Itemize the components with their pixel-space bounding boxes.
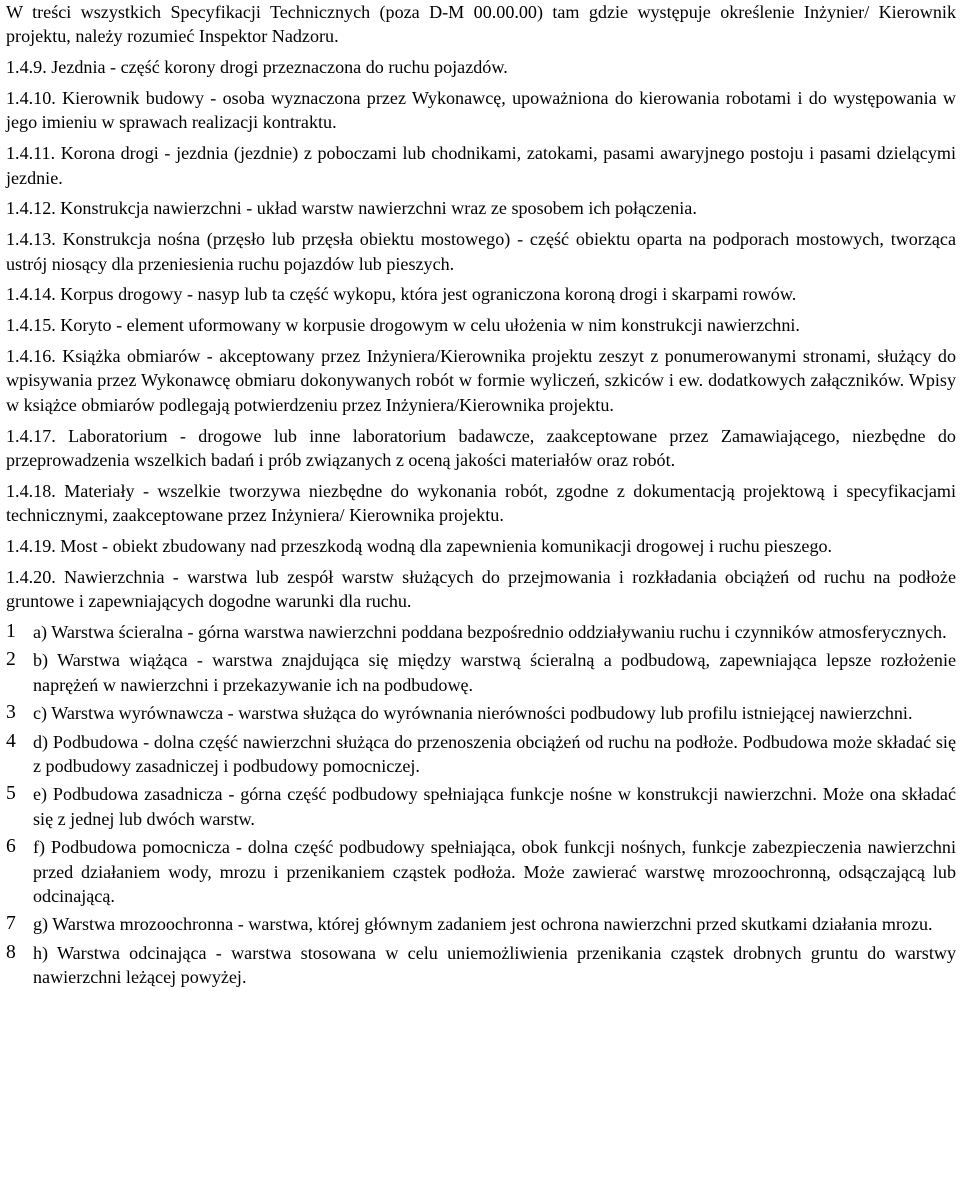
section-number: 1.4.11.: [6, 143, 56, 164]
document-page: [6, 0, 956, 994]
definition-1-4-17: [6, 424, 956, 473]
definition-1-4-10: [6, 86, 956, 135]
section-number: 1.4.12.: [6, 198, 56, 219]
list-item-text: g) Warstwa mrozoochronna - warstwa, której głównym zadaniem jest ochrona nawierzchni przed skutkami działania mrozu.: [33, 914, 933, 935]
list-item-text: f) Podbudowa pomocnicza - dolna część podbudowy spełniająca, obok funkcji nośnych, funkcje zabezpieczenia nawierzchni przed działaniem wody, mrozu i przenikaniem cząstek podłoża. Może zawierać warstwę mrozoochronną, odsączającą lub odcinającą.: [33, 837, 956, 907]
list-item: [6, 701, 956, 725]
definition-1-4-11: [6, 141, 956, 190]
section-number: 1.4.17.: [6, 425, 56, 446]
paragraph-text: Konstrukcja nośna (przęsło lub przęsła obiektu mostowego) - część obiektu oparta na podporach mostowych, tworząca ustrój niosący dla przeniesienia ruchu pojazdów lub pieszych.: [6, 229, 956, 274]
list-item-index: 4: [6, 730, 16, 752]
definition-1-4-18: [6, 479, 956, 528]
paragraph-text: Korpus drogowy - nasyp lub ta część wykopu, która jest ograniczona koroną drogi i skarpami rowów.: [60, 284, 797, 305]
paragraph-text: Nawierzchnia - warstwa lub zespół warstw służących do przejmowania i rozkładania obciążeń od ruchu na podłoże gruntowe i zapewniających dogodne warunki dla ruchu.: [6, 566, 956, 612]
section-number: 1.4.10.: [6, 88, 56, 108]
list-item-index: 6: [6, 836, 16, 858]
definition-1-4-16: [6, 344, 956, 417]
definition-1-4-20: [6, 565, 956, 614]
list-item-text: a) Warstwa ścieralna - górna warstwa nawierzchni poddana bezpośrednio oddziaływaniu ruchu i czynników atmosferycznych.: [33, 622, 947, 643]
definition-1-4-9: [6, 55, 956, 79]
section-number: 1.4.9.: [6, 57, 47, 78]
list-item-index: 1: [6, 621, 16, 643]
section-number: 1.4.20.: [6, 566, 56, 587]
definition-1-4-15: [6, 313, 956, 337]
list-item-text: d) Podbudowa - dolna część nawierzchni służąca do przenoszenia obciążeń od ruchu na podłoże. Podbudowa może składać się z podbudowy zasadniczej i podbudowy pomocniczej.: [33, 731, 956, 777]
list-item: [6, 912, 956, 936]
list-item-index: 3: [6, 702, 16, 724]
definition-1-4-19: [6, 534, 956, 558]
list-item-index: 2: [6, 649, 16, 671]
section-number: 1.4.14.: [6, 284, 56, 305]
paragraph-text: Koryto - element uformowany w korpusie drogowym w celu ułożenia w nim konstrukcji nawierzchni.: [60, 315, 800, 336]
list-item-index: 7: [6, 913, 16, 935]
list-item-text: b) Warstwa wiążąca - warstwa znajdująca się między warstwą ścieralną a podbudową, zapewniająca lepsze rozłożenie naprężeń w nawierzchni i przekazywanie ich na podbudowę.: [33, 650, 956, 695]
list-item-index: 8: [6, 941, 16, 963]
section-number: 1.4.19.: [6, 536, 56, 557]
list-item-index: 5: [6, 783, 16, 805]
paragraph-text: Most - obiekt zbudowany nad przeszkodą wodną dla zapewnienia komunikacji drogowej i ruchu pieszego.: [60, 536, 833, 557]
list-item: [6, 620, 956, 644]
paragraph-text: Laboratorium - drogowe lub inne laboratorium badawcze, zaakceptowane przez Zamawiającego, niezbędne do przeprowadzenia wszelkich badań i prób związanych z oceną jakości materiałów oraz robót.: [6, 425, 956, 471]
list-item: [6, 835, 956, 908]
paragraph-text: Książka obmiarów - akceptowany przez Inżyniera/Kierownika projektu zeszyt z ponumerowanymi stronami, służący do wpisywania przez Wykonawcę obmiaru dokonywanych robót w formie wyliczeń, szkiców i ew. dodatkowych załączników. Wpisy w książce obmiarów podlegają potwierdzeniu przez Inżyniera/Kierownika projektu.: [6, 346, 956, 415]
paragraph-text: Jezdnia - część korony drogi przeznaczona do ruchu pojazdów.: [51, 57, 508, 78]
list-item-text: c) Warstwa wyrównawcza - warstwa służąca do wyrównania nierówności podbudowy lub profilu istniejącej nawierzchni.: [33, 703, 913, 724]
paragraph-text: Kierownik budowy - osoba wyznaczona przez Wykonawcę, upoważniona do kierowania robotami i do występowania w jego imieniu w sprawach realizacji kontraktu.: [6, 88, 957, 133]
list-item: [6, 648, 956, 697]
paragraph-text: Konstrukcja nawierzchni - układ warstw nawierzchni wraz ze sposobem ich połączenia.: [60, 198, 697, 219]
definition-1-4-13: [6, 227, 956, 276]
paragraph-text: W treści wszystkich Specyfikacji Technicznych (poza D-M 00.00.00) tam gdzie występuje określenie Inżynier/ Kierownik projektu, należy rozumieć Inspektor Nadzoru.: [6, 2, 956, 47]
section-number: 1.4.15.: [6, 315, 56, 336]
definition-1-4-14: [6, 282, 956, 306]
section-number: 1.4.16.: [6, 346, 56, 366]
section-number: 1.4.18.: [6, 480, 56, 501]
paragraph-text: Korona drogi - jezdnia (jezdnie) z poboczami lub chodnikami, zatokami, pasami awaryjnego postoju i pasami dzielącymi jezdnie.: [6, 143, 956, 188]
section-number: 1.4.13.: [6, 229, 56, 250]
list-item: [6, 941, 956, 990]
list-item: [6, 782, 956, 831]
intro-paragraph: [6, 0, 956, 49]
definition-1-4-12: [6, 196, 956, 220]
list-item-text: e) Podbudowa zasadnicza - górna część podbudowy spełniająca funkcje nośne w konstrukcji nawierzchni. Może ona składać się z jednej lub dwóch warstw.: [33, 784, 956, 829]
list-item: [6, 730, 956, 779]
list-item-text: h) Warstwa odcinająca - warstwa stosowana w celu uniemożliwienia przenikania cząstek drobnych gruntu do warstwy nawierzchni leżącej powyżej.: [33, 942, 956, 988]
paragraph-text: Materiały - wszelkie tworzywa niezbędne do wykonania robót, zgodne z dokumentacją projektową i specyfikacjami technicznymi, zaakceptowane przez Inżyniera/ Kierownika projektu.: [6, 480, 956, 526]
